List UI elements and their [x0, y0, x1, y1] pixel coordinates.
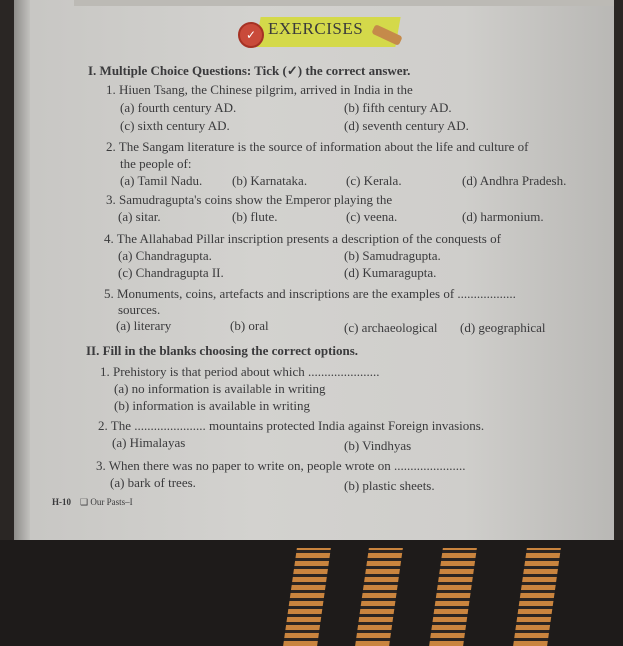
option: (c) Chandragupta II. — [118, 265, 224, 280]
section-heading: I. Multiple Choice Questions: Tick (✓) the correct answer. — [88, 63, 411, 78]
option: (b) oral — [230, 318, 269, 333]
option: (d) seventh century AD. — [344, 118, 469, 133]
option: (b) plastic sheets. — [344, 478, 435, 493]
option: (c) Kerala. — [346, 173, 402, 188]
option: (b) information is available in writing — [114, 398, 311, 413]
question-cont: the people of: — [120, 156, 192, 171]
section-heading: II. Fill in the blanks choosing the correct options. — [86, 343, 359, 358]
question: 3. When there was no paper to write on, people wrote on ...................... — [96, 458, 466, 473]
option: (d) geographical — [460, 320, 546, 335]
option: (b) fifth century AD. — [344, 100, 452, 115]
question: 5. Monuments, coins, artefacts and inscriptions are the examples of .................. — [104, 286, 516, 301]
question-cont: sources. — [118, 302, 161, 317]
question: 2. The Sangam literature is the source of information about the life and culture of — [106, 139, 529, 154]
option: (a) Himalayas — [112, 435, 186, 450]
question: 1. Hiuen Tsang, the Chinese pilgrim, arrived in India in the — [106, 82, 413, 97]
option: (b) Vindhyas — [344, 438, 412, 453]
page-number: H-10 — [52, 497, 71, 507]
option: (c) sixth century AD. — [120, 118, 230, 133]
option: (c) veena. — [346, 209, 398, 224]
option: (a) Tamil Nadu. — [120, 173, 203, 188]
option: (a) no information is available in writing — [114, 381, 326, 396]
question: 3. Samudragupta's coins show the Emperor playing the — [106, 192, 393, 207]
option: (b) flute. — [232, 209, 278, 224]
option: (d) harmonium. — [462, 209, 544, 224]
option: (a) literary — [116, 318, 172, 333]
clock-icon: ✓ — [238, 22, 264, 48]
option: (d) Andhra Pradesh. — [462, 173, 567, 188]
question: 2. The ...................... mountains protected India against Foreign invasions. — [98, 418, 485, 433]
option: (a) Chandragupta. — [118, 248, 212, 263]
book-title: ❑ Our Pasts–I — [80, 497, 133, 507]
question: 1. Prehistory is that period about which ...................... — [100, 364, 380, 379]
option: (d) Kumaragupta. — [344, 265, 437, 280]
option: (a) bark of trees. — [110, 475, 196, 490]
option: (b) Samudragupta. — [344, 248, 441, 263]
option: (b) Karnataka. — [232, 173, 308, 188]
question: 4. The Allahabad Pillar inscription presents a description of the conquests of — [104, 231, 501, 246]
page-title: EXERCISES — [268, 19, 364, 38]
option: (a) fourth century AD. — [120, 100, 237, 115]
option: (c) archaeological — [344, 320, 438, 335]
option: (a) sitar. — [118, 209, 161, 224]
